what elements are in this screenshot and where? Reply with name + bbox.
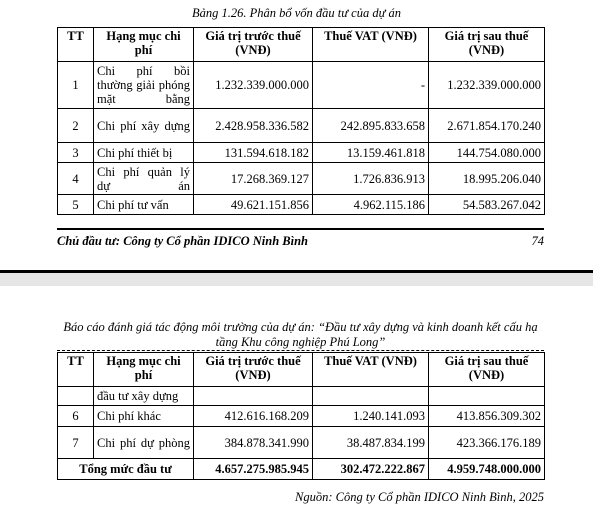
cell-item: Chi phí quản lý dự án	[94, 163, 194, 195]
cell-before-tax: 49.621.151.856	[194, 195, 313, 215]
cell-tt: 2	[58, 109, 94, 143]
cell-before-tax	[194, 387, 313, 406]
cell-before-tax: 131.594.618.182	[194, 143, 313, 163]
cell-item: đầu tư xây dựng	[94, 387, 194, 406]
footer-rule	[57, 228, 544, 230]
header-item: Hạng mục chi phí	[94, 353, 194, 387]
cell-tt: 5	[58, 195, 94, 215]
cell-after-tax: 144.754.080.000	[429, 143, 545, 163]
table-row	[58, 109, 545, 143]
allocation-table-page1	[57, 27, 545, 215]
report-header: Báo cáo đánh giá tác động môi trường của dự án: “Đầu tư xây dựng và kinh doanh kết cấu hạ tầng Khu công nghiệp Phú Long”	[63, 320, 538, 349]
table-caption: Bảng 1.26. Phân bổ vốn đầu tư của dự án	[191, 6, 402, 20]
cell-vat: -	[313, 62, 429, 109]
cell-item: Chi phí dự phòng	[94, 427, 194, 459]
cell-tt: 4	[58, 163, 94, 195]
cell-vat	[313, 387, 429, 406]
cell-tt: 1	[58, 62, 94, 109]
cell-after-tax: 2.671.854.170.240	[429, 109, 545, 143]
header-before-tax: Giá trị trước thuế (VNĐ)	[194, 28, 313, 62]
page-edge-top	[0, 270, 593, 273]
cell-tt	[58, 387, 94, 406]
total-label: Tổng mức đầu tư	[58, 459, 194, 480]
cell-item: Chi phí khác	[94, 406, 194, 427]
total-before-tax: 4.657.275.985.945	[194, 459, 313, 480]
cell-before-tax: 1.232.339.000.000	[194, 62, 313, 109]
header-tt: TT	[58, 353, 94, 387]
cell-after-tax: 423.366.176.189	[429, 427, 545, 459]
cell-item: Chi phí bồi thường giải phóng mặt bằng	[94, 62, 194, 109]
cell-after-tax: 1.232.339.000.000	[429, 62, 545, 109]
cell-before-tax: 17.268.369.127	[194, 163, 313, 195]
cell-after-tax: 54.583.267.042	[429, 195, 545, 215]
header-item: Hạng mục chi phí	[94, 28, 194, 62]
cell-item: Chi phí tư vấn	[94, 195, 194, 215]
header-after-tax: Giá trị sau thuế (VNĐ)	[429, 28, 545, 62]
total-vat: 302.472.222.867	[313, 459, 429, 480]
cell-before-tax: 412.616.168.209	[194, 406, 313, 427]
table-row	[58, 195, 545, 215]
table-row	[58, 387, 545, 406]
header-tt: TT	[58, 28, 94, 62]
header-dashed-rule	[57, 350, 544, 351]
cell-vat: 242.895.833.658	[313, 109, 429, 143]
cell-vat: 38.487.834.199	[313, 427, 429, 459]
table-row	[58, 163, 545, 195]
cell-after-tax: 18.995.206.040	[429, 163, 545, 195]
cell-before-tax: 2.428.958.336.582	[194, 109, 313, 143]
total-after-tax: 4.959.748.000.000	[429, 459, 545, 480]
cell-item: Chi phí xây dựng	[94, 109, 194, 143]
allocation-table-page2	[57, 352, 545, 480]
cell-vat: 1.726.836.913	[313, 163, 429, 195]
table-header-row	[58, 28, 545, 62]
cell-item: Chi phí thiết bị	[94, 143, 194, 163]
cell-vat: 4.962.115.186	[313, 195, 429, 215]
cell-vat: 13.159.461.818	[313, 143, 429, 163]
cell-before-tax: 384.878.341.990	[194, 427, 313, 459]
total-row	[58, 459, 545, 480]
table-row	[58, 143, 545, 163]
table-header-row	[58, 353, 545, 387]
page-number: 74	[531, 234, 544, 248]
header-before-tax: Giá trị trước thuế (VNĐ)	[194, 353, 313, 387]
table-row	[58, 406, 545, 427]
table-row	[58, 427, 545, 459]
cell-after-tax	[429, 387, 545, 406]
investor-footer: Chủ đầu tư: Công ty Cổ phần IDICO Ninh Bình	[57, 234, 308, 248]
cell-tt: 6	[58, 406, 94, 427]
header-vat: Thuế VAT (VNĐ)	[313, 353, 429, 387]
header-after-tax: Giá trị sau thuế (VNĐ)	[429, 353, 545, 387]
source-note: Nguồn: Công ty Cổ phần IDICO Ninh Bình, 2025	[295, 490, 544, 504]
header-vat: Thuế VAT (VNĐ)	[313, 28, 429, 62]
cell-tt: 7	[58, 427, 94, 459]
cell-vat: 1.240.141.093	[313, 406, 429, 427]
cell-after-tax: 413.856.309.302	[429, 406, 545, 427]
table-row	[58, 62, 545, 109]
cell-tt: 3	[58, 143, 94, 163]
